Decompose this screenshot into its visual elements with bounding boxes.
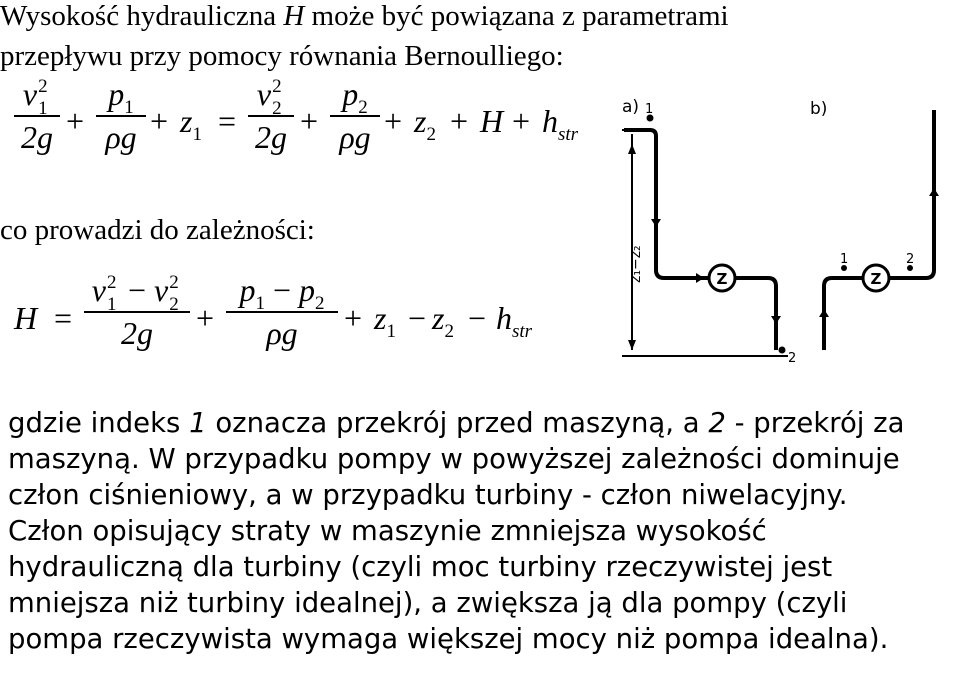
intro-line-1 [0, 0, 729, 36]
plus-sign: + [384, 103, 403, 139]
dimension-label: z₁−z₂ [628, 245, 644, 283]
plus-sign: + [344, 300, 363, 336]
minus-sign: − [468, 300, 487, 336]
eq2-z1: $z_1$ [374, 300, 396, 342]
plus-sign: + [512, 103, 531, 139]
minus-sign: − [408, 300, 427, 336]
label-b: b) [810, 99, 828, 119]
svg-text:Z: Z [870, 270, 882, 288]
plus-sign: + [300, 103, 319, 139]
svg-text:Z: Z [716, 270, 728, 288]
middle-text: co prowadzi do zależności: [0, 214, 315, 246]
intro-var-h: H [283, 0, 305, 32]
point-2-marker [779, 347, 786, 354]
plus-sign: + [450, 103, 469, 139]
label-a: a) [622, 97, 640, 117]
intro-text-b: może być powiązana z parametrami [304, 0, 729, 32]
outlet-pipe [736, 278, 776, 350]
equals-sign: = [54, 300, 73, 336]
diagram-b [824, 110, 934, 350]
fraction-bar [96, 115, 146, 117]
explanation-line-7: pompa rzeczywista wymaga większej mocy niż pompa idealna). [8, 623, 889, 655]
plus-sign: + [66, 103, 85, 139]
eq1-frac-v2: v 2 2 2g [248, 76, 294, 156]
explanation-line-6: mniejsza niż turbiny idealnej), a zwiększa ją dla pompy (czyli [8, 587, 848, 619]
point-1-label: 1 [645, 102, 654, 117]
eq2-z2: $z_2$ [432, 300, 454, 342]
eq2-frac-p: $p_1 - p_2$ ρg [226, 272, 338, 352]
point-2-label-b: 2 [906, 252, 915, 267]
explanation-line-5: hydrauliczną dla turbiny (czyli moc turbiny rzeczywistej jest [8, 551, 833, 583]
point-1-label-b: 1 [840, 252, 849, 267]
eq1-frac-p1: $p_1$ ρg [96, 76, 146, 156]
eq2-H: H [14, 300, 38, 336]
explanation-line-2: maszyną. W przypadku pompy w powyższej zależności dominuje [8, 443, 900, 475]
point-2-label: 2 [788, 351, 797, 366]
eq1-z1: $z_1$ [180, 103, 202, 145]
eq2-hstr: $h_{str}$ [496, 300, 533, 342]
dimension-arrow-up-icon [628, 144, 636, 154]
fraction-bar [330, 115, 380, 117]
dimension-arrow-down-icon [628, 340, 636, 350]
equals-sign: = [218, 103, 237, 139]
eq1-frac-p2: $p_2$ ρg [330, 76, 380, 156]
explanation-line-1: gdzie indeks 1 oznacza przekrój przed maszyną, a 2 - przekrój za [8, 407, 905, 439]
explanation-line-4: Człon opisujący straty w maszynie zmniejsza wysokość [8, 515, 767, 547]
fraction-bar [14, 115, 60, 117]
eq1-z2: $z_2$ [414, 103, 436, 145]
eq1-H: H [480, 103, 504, 139]
eq1-hstr: $h_{str}$ [542, 103, 579, 145]
explanation-paragraph [8, 405, 958, 657]
suction-pipe [824, 278, 862, 350]
eq2-frac-v: v 2 1 − v 2 2 2g [84, 272, 190, 352]
diagram-a [622, 102, 796, 366]
intro-line-2: przepływu przy pomocy równania Bernoulliego: [0, 40, 564, 72]
eq1-frac-v1: v 2 1 2g [14, 76, 60, 156]
fraction-bar [248, 115, 294, 117]
explanation-line-3: człon ciśnieniowy, a w przypadku turbiny - człon niwelacyjny. [8, 479, 848, 511]
plus-sign: + [150, 103, 169, 139]
intro-text-a: Wysokość hydrauliczna [0, 0, 284, 32]
plus-sign: + [196, 300, 215, 336]
inlet-pipe [656, 148, 708, 278]
machine-diagram [612, 88, 957, 388]
